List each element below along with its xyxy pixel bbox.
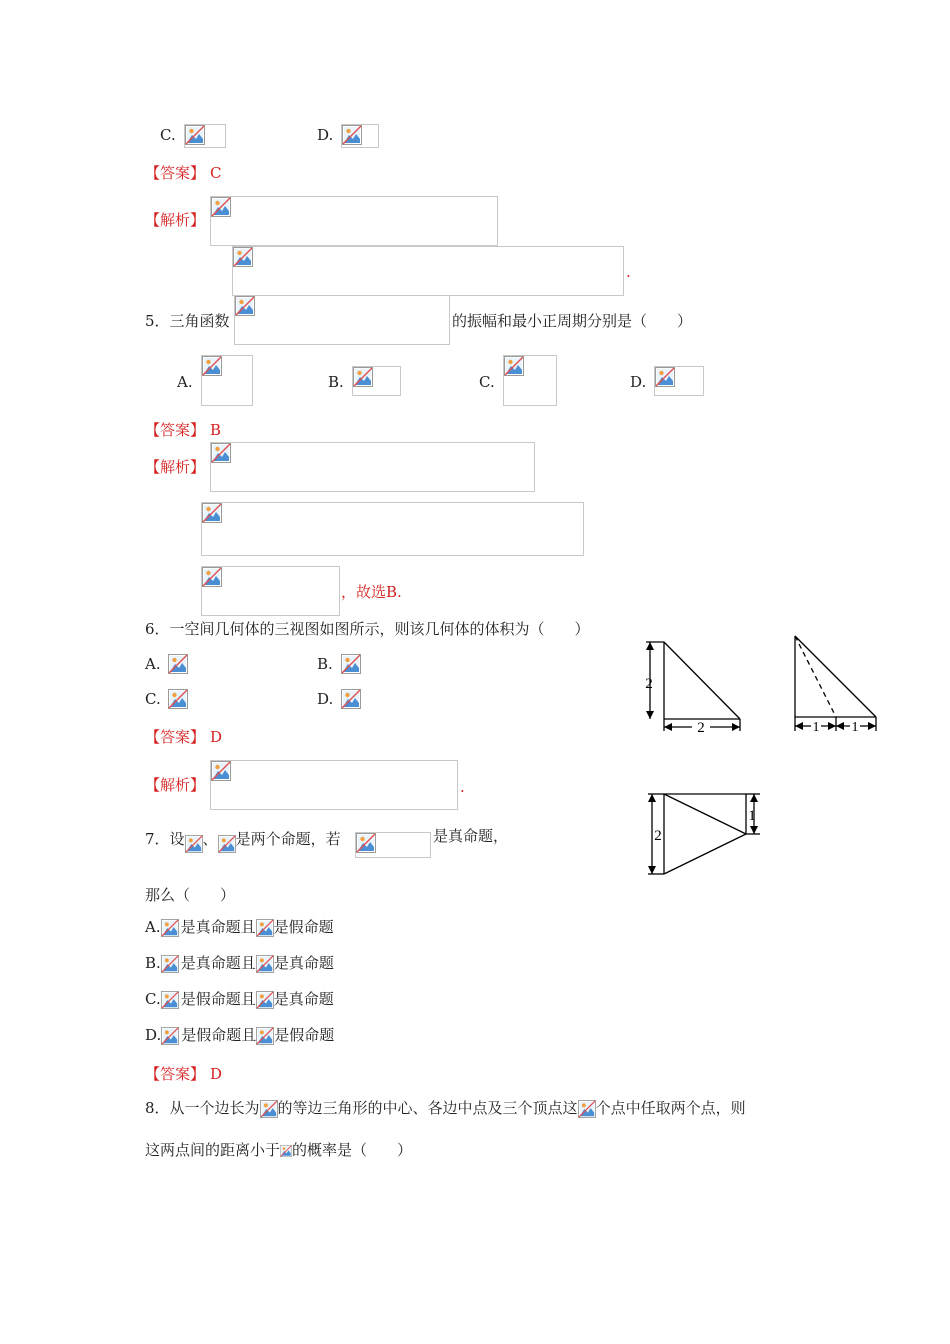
analysis-image [201, 502, 584, 556]
answer-value: D [210, 728, 223, 746]
q-image [256, 1026, 274, 1046]
dimension-label: 2 [654, 828, 662, 844]
stem-text: 7．设 [145, 830, 185, 848]
option-text: 是真命题且 [180, 954, 256, 972]
answer-tag: 【答案】 [145, 421, 206, 439]
broken-image-icon [578, 1099, 596, 1119]
stem-text: 8．从一个边长为 [145, 1099, 260, 1117]
analysis-image [210, 760, 458, 810]
option-label: D. [145, 1026, 162, 1044]
option-text: 是真命题 [273, 954, 334, 972]
option-d-image [654, 366, 704, 396]
p-image [161, 1026, 181, 1046]
p-image [185, 834, 203, 854]
stem-text: 是两个命题，若 [235, 830, 341, 848]
broken-image-icon [161, 990, 179, 1010]
question-6-stem: 6．一空间几何体的三视图如图所示，则该几何体的体积为（ ） [145, 620, 590, 638]
stem-text: 这两点间的距离小于 [145, 1141, 281, 1159]
q-image [256, 918, 274, 938]
q-image [256, 954, 274, 974]
option-b-image [352, 366, 401, 396]
broken-image-icon [341, 654, 361, 674]
function-image [234, 295, 450, 345]
q-image [218, 834, 236, 854]
broken-image-icon [161, 1026, 179, 1046]
broken-image-icon [218, 834, 236, 854]
question-5-stem: 5．三角函数 [145, 312, 230, 330]
answer-value: D [210, 1065, 223, 1083]
dimension-label: 1 [748, 808, 756, 824]
broken-image-icon [504, 356, 524, 376]
broken-image-icon [202, 567, 222, 587]
option-b [145, 953, 334, 974]
dimension-label: 1 [851, 720, 859, 735]
broken-image-icon [353, 367, 373, 387]
option-a-label: A. [145, 655, 161, 673]
option-text: 是假命题且 [181, 1026, 257, 1044]
option-a-image [168, 654, 190, 676]
dimension-label: 2 [697, 720, 705, 736]
stem-text: 个点中任取两个点，则 [595, 1099, 746, 1117]
analysis-image [210, 196, 498, 246]
option-text: 是真命题 [273, 990, 334, 1008]
option-text: 是假命题 [273, 918, 334, 936]
analysis-tag: 【解析】 [145, 211, 206, 229]
period: . [460, 778, 465, 796]
proposition-image [355, 832, 431, 858]
question-7-stem: 那么（ ） [145, 886, 236, 904]
broken-image-icon [256, 954, 274, 974]
option-d-image [341, 124, 379, 148]
broken-image-icon [260, 1099, 278, 1119]
distance-image [280, 1141, 292, 1161]
analysis-image [210, 442, 535, 492]
broken-image-icon [341, 689, 361, 709]
option-text: 是假命题且 [180, 990, 256, 1008]
broken-image-icon [655, 367, 675, 387]
side-length-image [260, 1099, 278, 1119]
option-c-image [503, 355, 557, 406]
conclusion: ，故选B. [341, 583, 402, 601]
analysis-tag: 【解析】 [145, 776, 206, 794]
option-c-image [184, 124, 226, 148]
answer-tag: 【答案】 [145, 164, 206, 182]
question-8-stem [145, 1140, 412, 1161]
stem-text: 的概率是（ ） [292, 1141, 413, 1159]
broken-image-icon [202, 503, 222, 523]
broken-image-icon [168, 654, 188, 674]
answer-tag: 【答案】 [145, 728, 206, 746]
stem-text: 、 [202, 830, 218, 848]
period: . [626, 263, 631, 281]
broken-image-icon [280, 1141, 292, 1161]
option-b-label: B. [317, 655, 333, 673]
question-7-stem [145, 826, 341, 854]
p-image [161, 918, 181, 938]
analysis-image [232, 246, 624, 296]
option-label: C. [145, 990, 161, 1008]
stem-text: 的等边三角形的中心、各边中点及三个顶点这 [277, 1099, 578, 1117]
broken-image-icon [185, 834, 203, 854]
broken-image-icon [161, 954, 179, 974]
broken-image-icon [356, 833, 376, 853]
broken-image-icon [168, 689, 188, 709]
analysis-tag: 【解析】 [145, 458, 206, 476]
count-image [578, 1099, 596, 1119]
option-text: 是真命题且 [180, 918, 256, 936]
option-d-label: D. [317, 690, 334, 708]
broken-image-icon [211, 761, 231, 781]
option-c-label: C. [145, 690, 161, 708]
question-7-stem: 是真命题， [433, 827, 509, 845]
broken-image-icon [233, 247, 253, 267]
broken-image-icon [202, 356, 222, 376]
dimension-label: 2 [645, 676, 653, 692]
question-5-stem: 的振幅和最小正周期分别是（ ） [452, 312, 693, 330]
p-image [161, 990, 181, 1010]
option-label: A. [145, 918, 161, 936]
top-view-figure [642, 788, 764, 880]
option-d-image [341, 689, 361, 711]
broken-image-icon [342, 125, 362, 145]
answer-tag: 【答案】 [145, 1065, 206, 1083]
option-a-image [201, 355, 253, 406]
broken-image-icon [256, 1026, 274, 1046]
option-d [145, 1025, 334, 1046]
option-label: B. [145, 954, 161, 972]
option-c-label: C. [160, 126, 176, 144]
option-c [145, 989, 334, 1010]
dimension-label: 1 [812, 720, 820, 735]
side-view-figure [790, 632, 882, 736]
option-text: 是假命题 [274, 1026, 335, 1044]
broken-image-icon [161, 918, 179, 938]
option-b-image [341, 654, 361, 676]
option-d-label: D. [630, 373, 647, 391]
broken-image-icon [211, 197, 231, 217]
answer-value: C [210, 164, 222, 182]
broken-image-icon [256, 918, 274, 938]
q-image [256, 990, 274, 1010]
answer-value: B [210, 421, 222, 439]
option-c-image [168, 689, 188, 711]
broken-image-icon [185, 125, 205, 145]
option-a [145, 917, 334, 938]
question-8-stem [145, 1098, 746, 1119]
analysis-image [201, 566, 340, 616]
option-a-label: A. [177, 373, 193, 391]
broken-image-icon [256, 990, 274, 1010]
broken-image-icon [235, 296, 255, 316]
p-image [161, 954, 181, 974]
option-b-label: B. [328, 373, 344, 391]
broken-image-icon [211, 443, 231, 463]
option-d-label: D. [317, 126, 334, 144]
front-view-figure [636, 636, 746, 736]
option-c-label: C. [479, 373, 495, 391]
